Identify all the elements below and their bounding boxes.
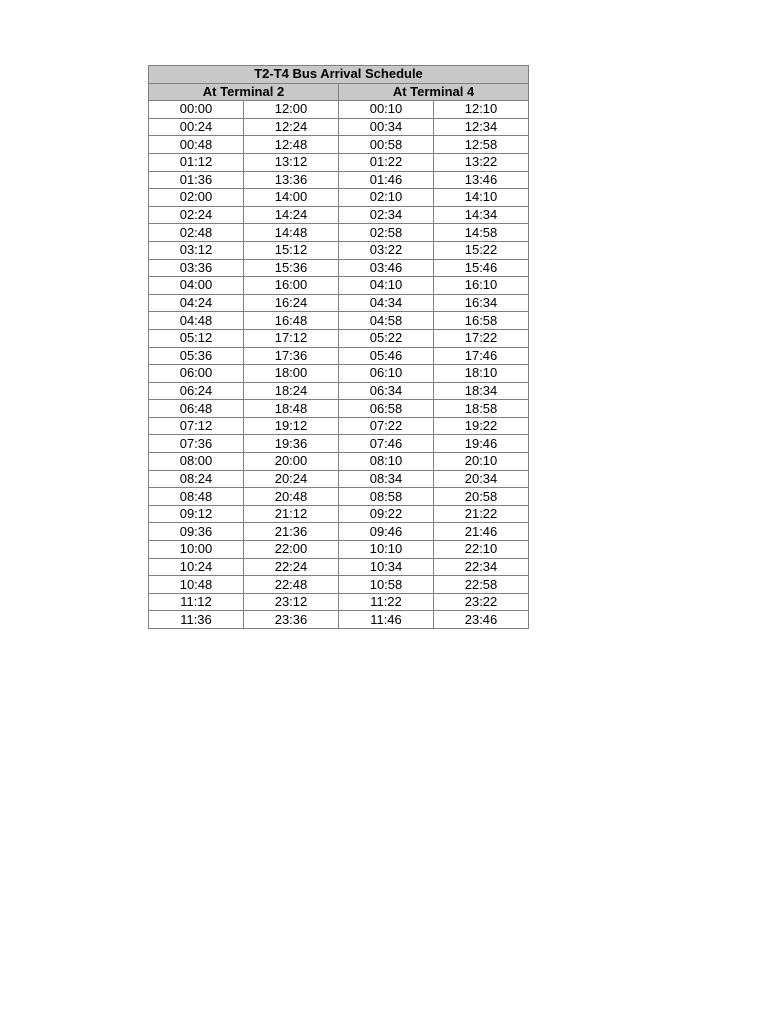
terminal-4-am-time: 03:22 xyxy=(339,241,434,259)
table-row xyxy=(149,224,529,242)
terminal-4-am-time: 08:34 xyxy=(339,470,434,488)
terminal-2-pm-time: 23:12 xyxy=(244,593,339,611)
terminal-4-pm-time: 20:58 xyxy=(434,488,529,506)
table-row xyxy=(149,312,529,330)
terminal-4-am-time: 03:46 xyxy=(339,259,434,277)
terminal-2-am-time: 04:24 xyxy=(149,294,244,312)
terminal-4-am-time: 08:10 xyxy=(339,453,434,471)
terminal-4-am-time: 00:10 xyxy=(339,101,434,119)
terminal-4-pm-time: 13:22 xyxy=(434,153,529,171)
table-row xyxy=(149,593,529,611)
terminal-4-am-time: 05:46 xyxy=(339,347,434,365)
table-row xyxy=(149,505,529,523)
terminal-2-am-time: 09:36 xyxy=(149,523,244,541)
terminal-2-am-time: 08:24 xyxy=(149,470,244,488)
table-row xyxy=(149,417,529,435)
terminal-4-pm-time: 12:58 xyxy=(434,136,529,154)
terminal-4-pm-time: 22:58 xyxy=(434,576,529,594)
terminal-4-am-time: 08:58 xyxy=(339,488,434,506)
terminal-4-pm-time: 18:58 xyxy=(434,400,529,418)
terminal-header-row xyxy=(149,83,529,101)
terminal-4-am-time: 11:22 xyxy=(339,593,434,611)
schedule-title: T2-T4 Bus Arrival Schedule xyxy=(149,66,529,84)
terminal-2-am-time: 09:12 xyxy=(149,505,244,523)
terminal-4-pm-time: 15:46 xyxy=(434,259,529,277)
terminal-2-header: At Terminal 2 xyxy=(149,83,339,101)
terminal-2-pm-time: 17:36 xyxy=(244,347,339,365)
table-row xyxy=(149,453,529,471)
terminal-2-am-time: 08:00 xyxy=(149,453,244,471)
terminal-2-pm-time: 20:00 xyxy=(244,453,339,471)
terminal-2-am-time: 02:24 xyxy=(149,206,244,224)
table-row xyxy=(149,488,529,506)
terminal-2-am-time: 10:48 xyxy=(149,576,244,594)
terminal-2-am-time: 00:48 xyxy=(149,136,244,154)
terminal-2-pm-time: 14:48 xyxy=(244,224,339,242)
terminal-2-am-time: 11:36 xyxy=(149,611,244,629)
table-row xyxy=(149,365,529,383)
terminal-2-am-time: 03:12 xyxy=(149,241,244,259)
terminal-2-pm-time: 17:12 xyxy=(244,329,339,347)
terminal-4-pm-time: 23:22 xyxy=(434,593,529,611)
terminal-2-am-time: 01:12 xyxy=(149,153,244,171)
schedule-body xyxy=(149,101,529,629)
terminal-2-pm-time: 22:48 xyxy=(244,576,339,594)
terminal-4-am-time: 09:22 xyxy=(339,505,434,523)
terminal-4-am-time: 09:46 xyxy=(339,523,434,541)
table-row xyxy=(149,294,529,312)
terminal-2-pm-time: 18:24 xyxy=(244,382,339,400)
terminal-4-am-time: 00:34 xyxy=(339,118,434,136)
terminal-2-pm-time: 12:48 xyxy=(244,136,339,154)
terminal-2-am-time: 10:24 xyxy=(149,558,244,576)
terminal-4-am-time: 02:58 xyxy=(339,224,434,242)
terminal-4-am-time: 04:10 xyxy=(339,277,434,295)
terminal-2-am-time: 07:36 xyxy=(149,435,244,453)
table-row xyxy=(149,118,529,136)
terminal-4-pm-time: 12:34 xyxy=(434,118,529,136)
terminal-4-pm-time: 12:10 xyxy=(434,101,529,119)
terminal-4-am-time: 10:34 xyxy=(339,558,434,576)
terminal-2-am-time: 00:00 xyxy=(149,101,244,119)
terminal-2-am-time: 06:24 xyxy=(149,382,244,400)
terminal-4-pm-time: 20:10 xyxy=(434,453,529,471)
terminal-4-am-time: 07:22 xyxy=(339,417,434,435)
terminal-2-am-time: 03:36 xyxy=(149,259,244,277)
terminal-4-header: At Terminal 4 xyxy=(339,83,529,101)
terminal-4-pm-time: 21:22 xyxy=(434,505,529,523)
terminal-4-am-time: 01:46 xyxy=(339,171,434,189)
table-row xyxy=(149,611,529,629)
terminal-4-am-time: 06:34 xyxy=(339,382,434,400)
terminal-4-pm-time: 20:34 xyxy=(434,470,529,488)
terminal-2-am-time: 05:36 xyxy=(149,347,244,365)
terminal-2-pm-time: 14:00 xyxy=(244,189,339,207)
terminal-4-pm-time: 19:46 xyxy=(434,435,529,453)
table-row xyxy=(149,153,529,171)
terminal-4-am-time: 00:58 xyxy=(339,136,434,154)
terminal-2-pm-time: 21:12 xyxy=(244,505,339,523)
terminal-4-am-time: 10:58 xyxy=(339,576,434,594)
terminal-4-am-time: 05:22 xyxy=(339,329,434,347)
terminal-4-pm-time: 14:58 xyxy=(434,224,529,242)
terminal-2-pm-time: 20:24 xyxy=(244,470,339,488)
table-row xyxy=(149,136,529,154)
terminal-2-pm-time: 14:24 xyxy=(244,206,339,224)
terminal-4-pm-time: 13:46 xyxy=(434,171,529,189)
terminal-2-pm-time: 13:36 xyxy=(244,171,339,189)
terminal-2-pm-time: 18:48 xyxy=(244,400,339,418)
table-row xyxy=(149,189,529,207)
terminal-2-pm-time: 12:24 xyxy=(244,118,339,136)
terminal-4-pm-time: 19:22 xyxy=(434,417,529,435)
terminal-2-am-time: 06:00 xyxy=(149,365,244,383)
terminal-4-pm-time: 16:34 xyxy=(434,294,529,312)
terminal-2-am-time: 11:12 xyxy=(149,593,244,611)
terminal-2-pm-time: 12:00 xyxy=(244,101,339,119)
title-row xyxy=(149,66,529,84)
terminal-4-pm-time: 23:46 xyxy=(434,611,529,629)
terminal-2-pm-time: 23:36 xyxy=(244,611,339,629)
terminal-4-am-time: 06:58 xyxy=(339,400,434,418)
terminal-2-pm-time: 13:12 xyxy=(244,153,339,171)
terminal-4-am-time: 07:46 xyxy=(339,435,434,453)
terminal-4-pm-time: 15:22 xyxy=(434,241,529,259)
terminal-4-pm-time: 22:34 xyxy=(434,558,529,576)
terminal-2-am-time: 10:00 xyxy=(149,541,244,559)
terminal-4-pm-time: 16:10 xyxy=(434,277,529,295)
table-row xyxy=(149,329,529,347)
terminal-4-am-time: 10:10 xyxy=(339,541,434,559)
terminal-2-pm-time: 18:00 xyxy=(244,365,339,383)
terminal-2-am-time: 02:00 xyxy=(149,189,244,207)
table-row xyxy=(149,277,529,295)
terminal-2-am-time: 02:48 xyxy=(149,224,244,242)
table-row xyxy=(149,541,529,559)
terminal-2-am-time: 05:12 xyxy=(149,329,244,347)
terminal-2-pm-time: 16:48 xyxy=(244,312,339,330)
terminal-4-pm-time: 17:22 xyxy=(434,329,529,347)
terminal-2-am-time: 00:24 xyxy=(149,118,244,136)
table-row xyxy=(149,382,529,400)
terminal-2-pm-time: 20:48 xyxy=(244,488,339,506)
terminal-4-am-time: 06:10 xyxy=(339,365,434,383)
table-row xyxy=(149,347,529,365)
terminal-4-am-time: 04:34 xyxy=(339,294,434,312)
terminal-2-pm-time: 19:36 xyxy=(244,435,339,453)
terminal-2-pm-time: 16:24 xyxy=(244,294,339,312)
terminal-2-am-time: 04:48 xyxy=(149,312,244,330)
terminal-4-am-time: 01:22 xyxy=(339,153,434,171)
table-row xyxy=(149,470,529,488)
terminal-2-pm-time: 22:00 xyxy=(244,541,339,559)
table-row xyxy=(149,101,529,119)
table-row xyxy=(149,576,529,594)
table-row xyxy=(149,206,529,224)
terminal-4-am-time: 04:58 xyxy=(339,312,434,330)
terminal-2-pm-time: 15:36 xyxy=(244,259,339,277)
table-row xyxy=(149,435,529,453)
terminal-4-pm-time: 17:46 xyxy=(434,347,529,365)
terminal-4-pm-time: 18:10 xyxy=(434,365,529,383)
terminal-4-pm-time: 21:46 xyxy=(434,523,529,541)
terminal-4-pm-time: 22:10 xyxy=(434,541,529,559)
terminal-2-pm-time: 15:12 xyxy=(244,241,339,259)
table-row xyxy=(149,558,529,576)
terminal-2-am-time: 04:00 xyxy=(149,277,244,295)
terminal-4-am-time: 11:46 xyxy=(339,611,434,629)
terminal-2-am-time: 06:48 xyxy=(149,400,244,418)
terminal-4-pm-time: 14:34 xyxy=(434,206,529,224)
terminal-2-pm-time: 19:12 xyxy=(244,417,339,435)
terminal-2-pm-time: 21:36 xyxy=(244,523,339,541)
terminal-4-am-time: 02:34 xyxy=(339,206,434,224)
table-row xyxy=(149,523,529,541)
terminal-2-am-time: 01:36 xyxy=(149,171,244,189)
terminal-2-am-time: 07:12 xyxy=(149,417,244,435)
table-row xyxy=(149,400,529,418)
bus-schedule-table xyxy=(148,65,529,629)
table-row xyxy=(149,241,529,259)
terminal-4-pm-time: 16:58 xyxy=(434,312,529,330)
terminal-4-pm-time: 14:10 xyxy=(434,189,529,207)
terminal-2-am-time: 08:48 xyxy=(149,488,244,506)
table-row xyxy=(149,259,529,277)
terminal-4-pm-time: 18:34 xyxy=(434,382,529,400)
terminal-2-pm-time: 22:24 xyxy=(244,558,339,576)
terminal-4-am-time: 02:10 xyxy=(339,189,434,207)
terminal-2-pm-time: 16:00 xyxy=(244,277,339,295)
table-row xyxy=(149,171,529,189)
